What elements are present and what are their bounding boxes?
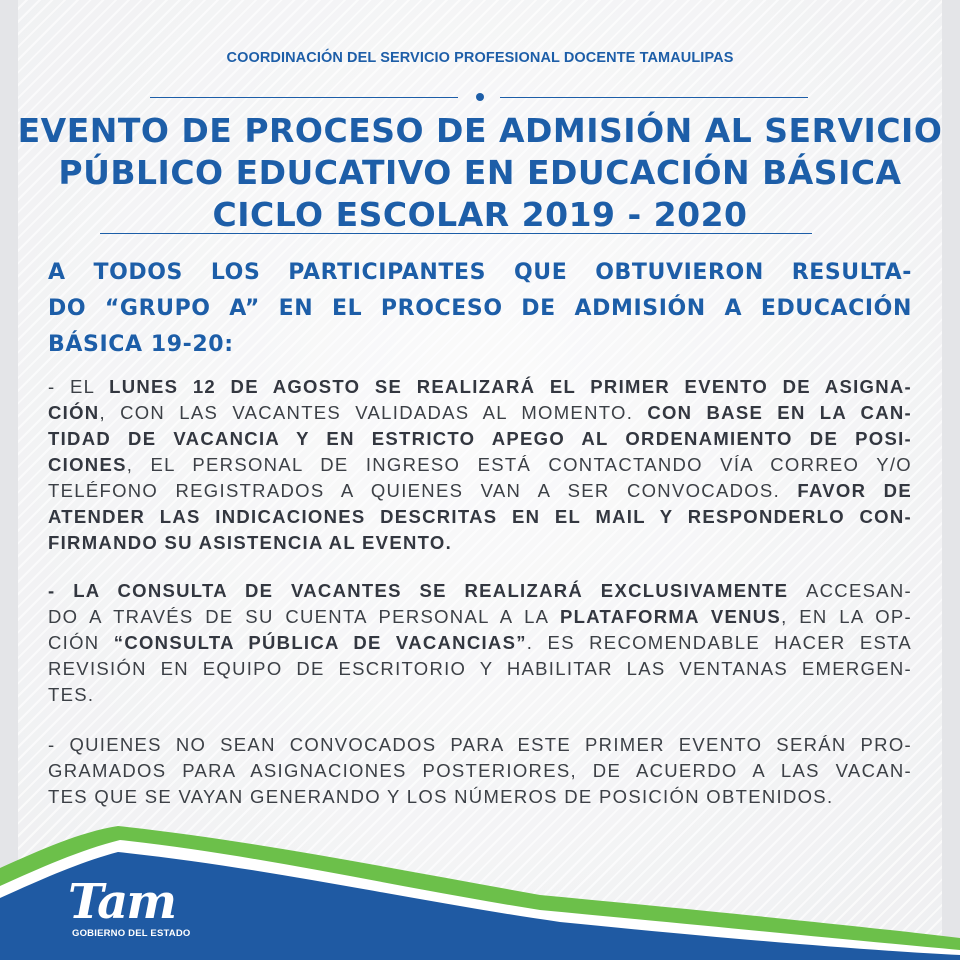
organization-name: COORDINACIÓN DEL SERVICIO PROFESIONAL DOCENTE TAMAULIPAS bbox=[226, 50, 734, 66]
title-line: CICLO ESCOLAR 2019 - 2020 bbox=[212, 195, 748, 234]
logo-wordmark: Tam bbox=[68, 874, 176, 930]
body-text: TES. bbox=[48, 684, 95, 705]
title-underline bbox=[100, 233, 812, 234]
body-text: - QUIENES NO SEAN CONVOCADOS PARA ESTE PRIMER EVENTO SERÁN PRO- bbox=[48, 734, 912, 755]
emphasis-text: LUNES 12 DE AGOSTO SE REALIZARÁ EL PRIMER EVENTO DE ASIGNA- bbox=[109, 376, 912, 397]
emphasis-text: CIONES bbox=[48, 454, 127, 475]
title-line: PÚBLICO EDUCATIVO EN EDUCACIÓN BÁSICA bbox=[58, 153, 902, 192]
paragraph-line bbox=[48, 630, 912, 656]
paragraph-line bbox=[48, 504, 912, 530]
paragraph-line bbox=[48, 682, 912, 708]
tamaulipas-logo bbox=[68, 874, 238, 944]
paragraph-line bbox=[48, 656, 912, 682]
body-text: . ES RECOMENDABLE HACER ESTA bbox=[526, 632, 912, 653]
paragraph-line bbox=[48, 452, 912, 478]
intro-line: DO “GRUPO A” EN EL PROCESO DE ADMISIÓN A EDUCACIÓN bbox=[48, 296, 912, 321]
body-text: TES QUE SE VAYAN GENERANDO Y LOS NÚMEROS DE POSICIÓN OBTENIDOS. bbox=[48, 786, 834, 807]
intro-line: A TODOS LOS PARTICIPANTES QUE OBTUVIERON RESULTA- bbox=[48, 260, 912, 285]
body-text: ACCESAN- bbox=[806, 580, 912, 601]
paragraph-line bbox=[48, 478, 912, 504]
body-text: DO A TRAVÉS DE SU CUENTA PERSONAL A LA bbox=[48, 606, 561, 627]
emphasis-text: “CONSULTA PÚBLICA DE VACANCIAS” bbox=[113, 632, 527, 653]
paragraph-vacancy-consultation bbox=[48, 578, 912, 708]
emphasis-text: CIÓN bbox=[48, 402, 100, 423]
body-text: CIÓN bbox=[48, 632, 114, 653]
emphasis-text: FIRMANDO SU ASISTENCIA AL EVENTO. bbox=[48, 532, 453, 553]
body-text: - EL bbox=[48, 376, 110, 397]
body-text: , EL PERSONAL DE INGRESO ESTÁ CONTACTANDO VÍA CORREO Y/O bbox=[126, 454, 912, 475]
emphasis-text: CON BASE EN LA CAN- bbox=[647, 402, 912, 423]
header-divider-left bbox=[150, 97, 458, 98]
body-text: , CON LAS VACANTES VALIDADAS AL MOMENTO. bbox=[99, 402, 648, 423]
intro-heading bbox=[48, 255, 912, 363]
emphasis-text: PLATAFORMA VENUS bbox=[560, 606, 782, 627]
body-text: GRAMADOS PARA ASIGNACIONES POSTERIORES, DE ACUERDO A LAS VACAN- bbox=[48, 760, 912, 781]
emphasis-text: TIDAD DE VACANCIA Y EN ESTRICTO APEGO AL ORDENAMIENTO DE POSI- bbox=[48, 428, 912, 449]
emphasis-text: - LA CONSULTA DE VACANTES SE REALIZARÁ EXCLUSIVAMENTE bbox=[48, 580, 806, 601]
body-text: TELÉFONO REGISTRADOS A QUIENES VAN A SER CONVOCADOS. bbox=[48, 480, 798, 501]
paragraph-line bbox=[48, 374, 912, 400]
body-text: , EN LA OP- bbox=[781, 606, 913, 627]
paragraph-line bbox=[48, 758, 912, 784]
paragraph-assignment-event bbox=[48, 374, 912, 556]
intro-line: BÁSICA 19-20: bbox=[48, 332, 234, 357]
paragraph-line bbox=[48, 578, 912, 604]
paragraph-line bbox=[48, 784, 912, 810]
title-line: EVENTO DE PROCESO DE ADMISIÓN AL SERVICIO bbox=[17, 111, 943, 150]
paragraph-line bbox=[48, 426, 912, 452]
event-title bbox=[0, 110, 960, 236]
body-text: REVISIÓN EN EQUIPO DE ESCRITORIO Y HABILITAR LAS VENTANAS EMERGEN- bbox=[48, 658, 912, 679]
paragraph-later-assignments bbox=[48, 732, 912, 810]
paragraph-line bbox=[48, 604, 912, 630]
paragraph-line bbox=[48, 400, 912, 426]
logo-subtitle: GOBIERNO DEL ESTADO bbox=[72, 928, 191, 939]
emphasis-text: ATENDER LAS INDICACIONES DESCRITAS EN EL MAIL Y RESPONDERLO CON- bbox=[48, 506, 912, 527]
header-divider-right bbox=[500, 97, 808, 98]
header-divider-dot bbox=[476, 93, 484, 101]
paragraph-line bbox=[48, 530, 912, 556]
paragraph-line bbox=[48, 732, 912, 758]
emphasis-text: FAVOR DE bbox=[797, 480, 912, 501]
